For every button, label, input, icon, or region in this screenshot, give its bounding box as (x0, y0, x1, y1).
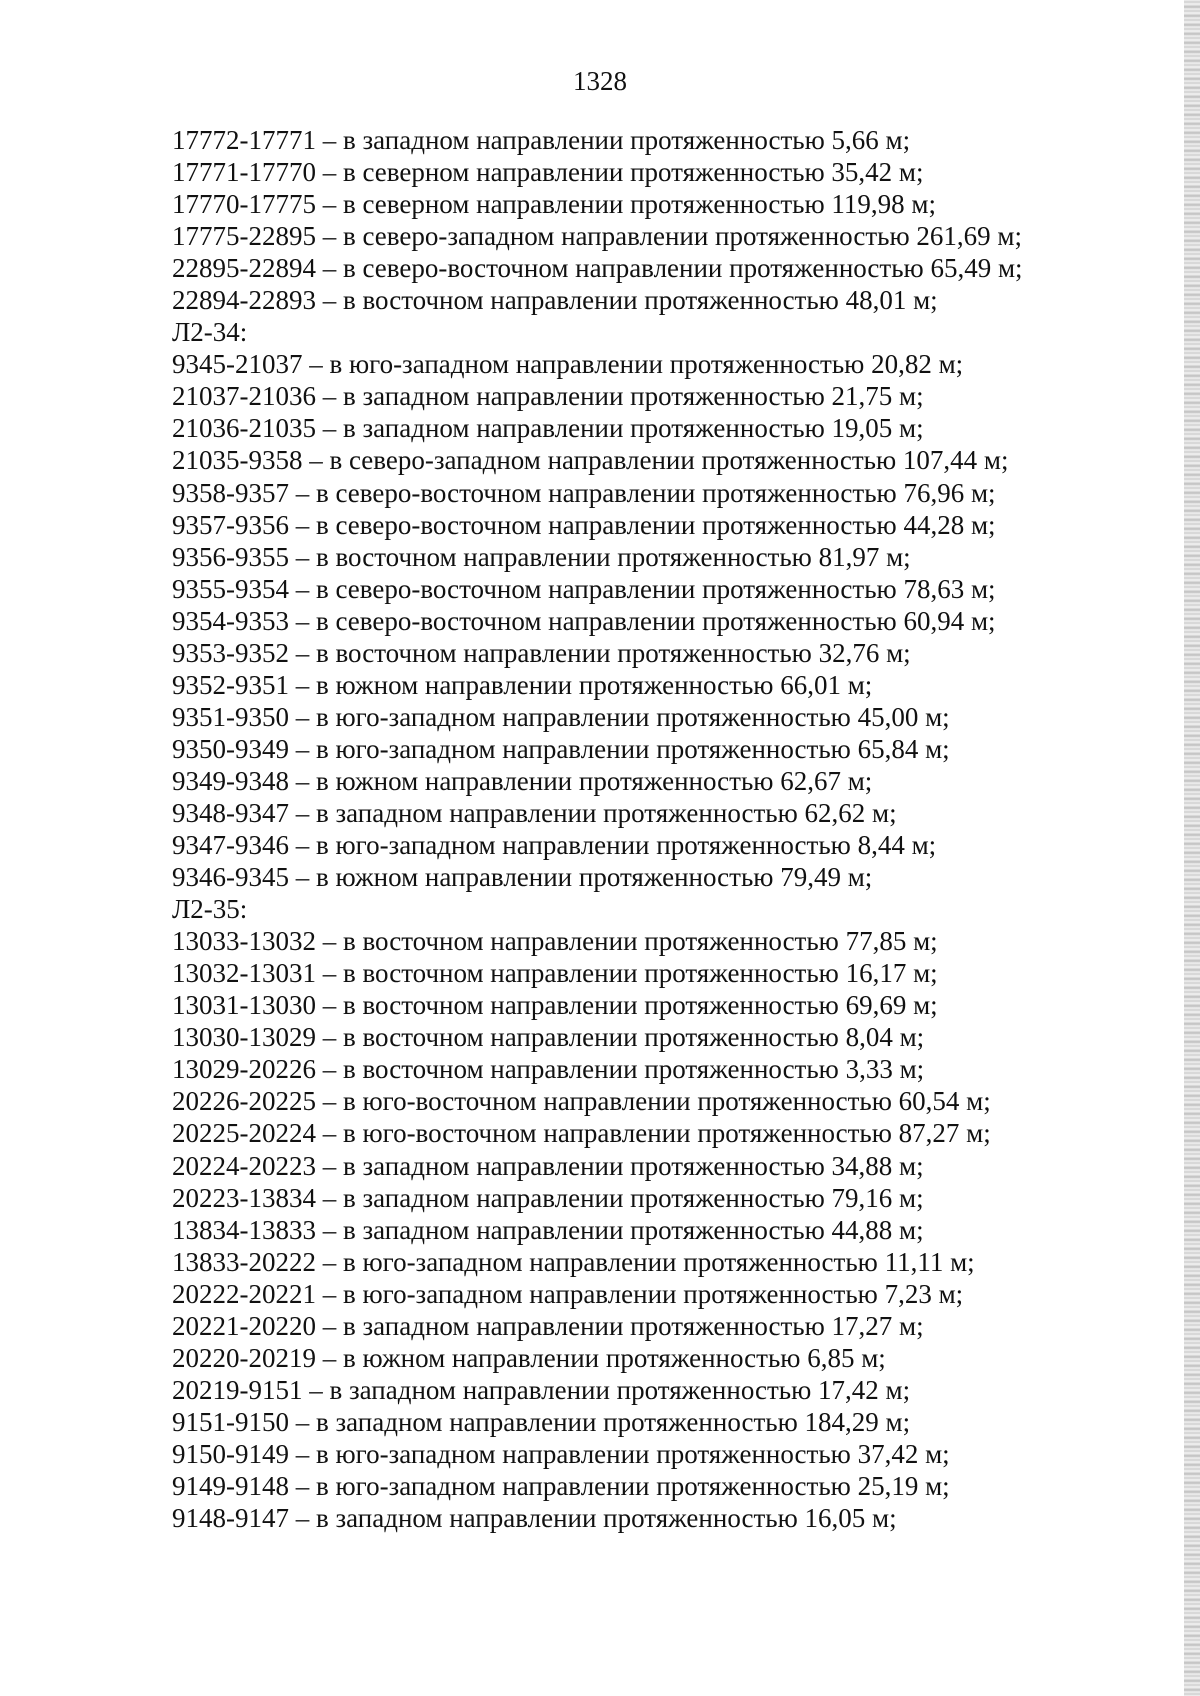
text-line: 13031-13030 – в восточном направлении протяженностью 69,69 м; (172, 990, 938, 1021)
text-line: Л2-34: (172, 317, 248, 348)
text-line: Л2-35: (172, 894, 248, 925)
text-line: 9354-9353 – в северо-восточном направлении протяженностью 60,94 м; (172, 605, 996, 636)
text-line: 20219-9151 – в западном направлении протяженностью 17,42 м; (172, 1374, 911, 1405)
text-line: 21037-21036 – в западном направлении протяженностью 21,75 м; (172, 381, 924, 412)
text-line: 13029-20226 – в восточном направлении протяженностью 3,33 м; (172, 1054, 925, 1085)
text-line: 9151-9150 – в западном направлении протяженностью 184,29 м; (172, 1406, 911, 1437)
text-line: 20224-20223 – в западном направлении протяженностью 34,88 м; (172, 1150, 924, 1181)
text-line: 9149-9148 – в юго-западном направлении протяженностью 25,19 м; (172, 1470, 950, 1501)
text-line: 22895-22894 – в северо-восточном направлении протяженностью 65,49 м; (172, 253, 1023, 284)
text-line: 20222-20221 – в юго-западном направлении протяженностью 7,23 м; (172, 1278, 964, 1309)
text-line: 20220-20219 – в южном направлении протяженностью 6,85 м; (172, 1342, 886, 1373)
text-line: 9348-9347 – в западном направлении протяженностью 62,62 м; (172, 797, 897, 828)
text-line: 13834-13833 – в западном направлении протяженностью 44,88 м; (172, 1214, 924, 1245)
text-line: 13833-20222 – в юго-западном направлении протяженностью 11,11 м; (172, 1246, 975, 1277)
text-line: 9350-9349 – в юго-западном направлении протяженностью 65,84 м; (172, 733, 950, 764)
text-line: 13032-13031 – в восточном направлении протяженностью 16,17 м; (172, 958, 938, 989)
text-line: 9345-21037 – в юго-западном направлении протяженностью 20,82 м; (172, 349, 964, 380)
text-line: 13033-13032 – в восточном направлении протяженностью 77,85 м; (172, 926, 938, 957)
text-line: 21036-21035 – в западном направлении протяженностью 19,05 м; (172, 413, 924, 444)
text-line: 20225-20224 – в юго-восточном направлении протяженностью 87,27 м; (172, 1118, 991, 1149)
text-line: 9150-9149 – в юго-западном направлении протяженностью 37,42 м; (172, 1438, 950, 1469)
text-line: 9355-9354 – в северо-восточном направлении протяженностью 78,63 м; (172, 573, 996, 604)
text-line: 21035-9358 – в северо-западном направлении протяженностью 107,44 м; (172, 445, 1009, 476)
text-line: 9357-9356 – в северо-восточном направлении протяженностью 44,28 м; (172, 509, 996, 540)
text-line: 9352-9351 – в южном направлении протяженностью 66,01 м; (172, 669, 873, 700)
text-line: 20223-13834 – в западном направлении протяженностью 79,16 м; (172, 1182, 924, 1213)
text-line: 9349-9348 – в южном направлении протяженностью 62,67 м; (172, 765, 873, 796)
text-line: 17775-22895 – в северо-западном направлении протяженностью 261,69 м; (172, 221, 1022, 252)
text-line: 9148-9147 – в западном направлении протяженностью 16,05 м; (172, 1503, 897, 1534)
text-line: 17770-17775 – в северном направлении протяженностью 119,98 м; (172, 189, 937, 220)
text-line: 9353-9352 – в восточном направлении протяженностью 32,76 м; (172, 637, 911, 668)
text-line: 20226-20225 – в юго-восточном направлении протяженностью 60,54 м; (172, 1086, 991, 1117)
text-line: 9351-9350 – в юго-западном направлении протяженностью 45,00 м; (172, 701, 950, 732)
text-line: 13030-13029 – в восточном направлении протяженностью 8,04 м; (172, 1022, 925, 1053)
text-line: 20221-20220 – в западном направлении протяженностью 17,27 м; (172, 1310, 924, 1341)
text-line: 9358-9357 – в северо-восточном направлении протяженностью 76,96 м; (172, 477, 996, 508)
text-line: 17772-17771 – в западном направлении протяженностью 5,66 м; (172, 125, 911, 155)
text-line: 17771-17770 – в северном направлении протяженностью 35,42 м; (172, 157, 924, 188)
text-line: 9346-9345 – в южном направлении протяженностью 79,49 м; (172, 862, 873, 893)
page-number: 1328 (573, 66, 627, 96)
text-line: 9356-9355 – в восточном направлении протяженностью 81,97 м; (172, 541, 911, 572)
boundary-description-list (172, 124, 1132, 1534)
text-line: 22894-22893 – в восточном направлении протяженностью 48,01 м; (172, 285, 938, 316)
text-line: 9347-9346 – в юго-западном направлении протяженностью 8,44 м; (172, 830, 937, 861)
scan-edge-artifact (1184, 0, 1200, 1696)
